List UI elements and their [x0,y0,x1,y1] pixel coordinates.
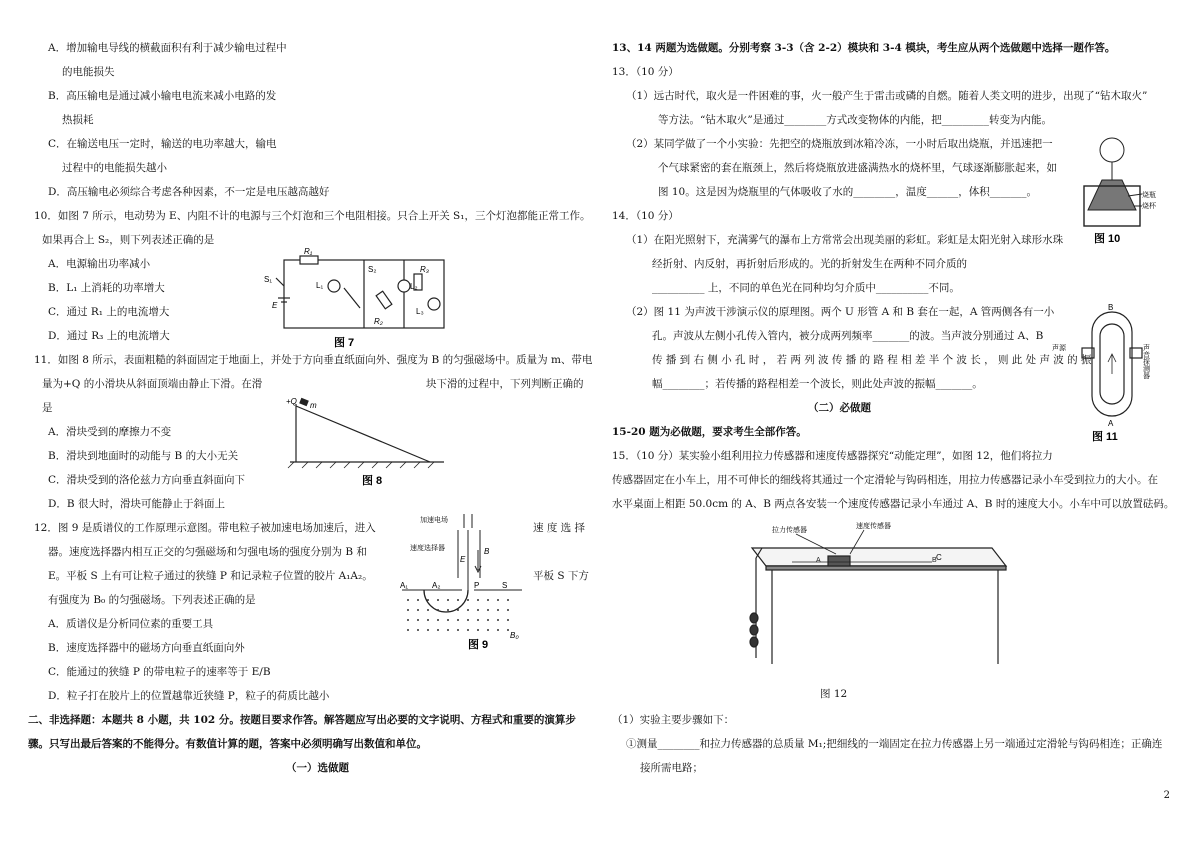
required-note: 15-20 题为必做题，要求考生全部作答。 [612,426,807,438]
q10-option-c: C．通过 R₁ 上的电流增大 [48,306,170,318]
q9-option-a: A．增加输电导线的横截面积有利于减少输电过程中 [48,42,287,54]
fig7-label-r1: R₁ [304,247,313,256]
q12-stem: 12．图 9 是质谱仪的工作原理示意图。带电粒子被加速电场加速后，进入 [34,522,376,534]
fig12-label-c: C [936,553,942,562]
figure-9-mass-spectrometer [398,510,528,650]
fig11-label-detector: 声音探测器 [1142,344,1150,379]
fig9-label-a2: A₂ [432,581,441,590]
q15-step-1: ①测量________和拉力传感器的总质量 M₁;把细线的一端固定在拉力传感器上另一端通过定滑轮与钩码相连；正确连 [626,738,1163,750]
q11-stem-part-b: 块下滑的过程中，下列判断正确的 [426,378,584,390]
fig7-label-r2: R₂ [374,317,383,326]
q12-option-a: A．质谱仪是分析同位素的重要工具 [48,618,214,630]
fig10-label-flask: 烧瓶 [1142,192,1156,199]
fig8-label-mass: m [310,401,317,410]
fig7-label-l2: L₂ [410,282,418,291]
fig8-label-charge: +Q [286,397,297,406]
q14-part2: （2）图 11 为声波干涉演示仪的原理图。两个 U 形管 A 和 B 套在一起，A 管两侧各有一小 [626,306,1055,318]
q12-stem-line4: 有强度为 B₀ 的匀强磁场。下列表述正确的是 [48,594,256,606]
q9-option-c: C．在输送电压一定时，输送的电功率越大，输电 [48,138,277,150]
q14-part1-end: __________ 上，不同的单色光在同种均匀介质中__________不同。 [652,282,960,294]
figure-8-incline [284,396,454,491]
fig10-caption: 图 10 [1094,233,1121,245]
q12-option-c: C．能通过的狭缝 P 的带电粒子的速率等于 E/B [48,666,271,678]
fig8-caption: 图 8 [362,475,383,487]
q11-option-c: C．滑块受到的洛伦兹力方向垂直斜面向下 [48,474,246,486]
fig7-caption: 图 7 [334,337,355,349]
q14-part2-cont2: 传 播 到 右 侧 小 孔 时 ， 若 两 列 波 传 播 的 路 程 相 差 半 个 波 长 ， 则 此 处 声 波 的 振 [652,354,1092,366]
figure-10-flask-balloon [1082,136,1162,246]
q11-option-a: A．滑块受到的摩擦力不变 [48,426,172,438]
fig9-label-e: E [460,555,466,564]
q12-stem-line3: E。平板 S 上有可让粒子通过的狭缝 P 和记录粒子位置的胶片 A₁A₂。 [48,570,373,582]
q14-part1-cont: 经折射、内反射，再折射后形成的。光的折射发生在两种不同介质的 [652,258,967,270]
q11-stem-end: 是 [42,402,53,414]
fig7-label-e: E [272,301,278,310]
q14-part2-cont: 孔。声波从左侧小孔传入管内，被分成两列频率_______的波。当声波分别通过 A、B [652,330,1044,342]
subsection-elective: （一）选做题 [286,762,349,774]
section-2-instructions-cont: 骤。只写出最后答案的不能得分。有数值计算的题，答案中必须明确写出数值和单位。 [28,738,427,750]
fig7-label-s2: S₂ [368,265,377,274]
subsection-required: （二）必做题 [808,402,871,414]
q9-option-b: B．高压输电是通过减小输电电流来减小电路的发 [48,90,277,102]
q10-option-a: A．电源输出功率减小 [48,258,151,270]
q12-option-d: D．粒子打在胶片上的位置越靠近狭缝 P，粒子的荷质比越小 [48,690,330,702]
elective-note: 13、14 两题为选做题。分别考察 3-3（含 2-2）模块和 3-4 模块，考生应从两个选做题中选择一题作答。 [612,42,1116,54]
q13-part2-end: 图 10。这是因为烧瓶里的气体吸收了水的________，温度______，体积_______。 [658,186,1037,198]
fig11-label-source: 声源 [1052,345,1066,352]
figure-7-circuit [264,247,454,352]
q11-option-d: D．B 很大时，滑块可能静止于斜面上 [48,498,225,510]
q10-stem: 10．如图 7 所示，电动势为 E、内阻不计的电源与三个灯泡和三个电阻相接。只合上开关 S₁，三个灯泡都能正常工作。 [34,210,591,222]
q12-option-b: B．速度选择器中的磁场方向垂直纸面向外 [48,642,245,654]
q12-stem-line3-right: 平板 S 下方 [533,570,589,582]
q11-option-b: B．滑块到地面时的动能与 B 的大小无关 [48,450,239,462]
q15-step-heading: （1）实验主要步骤如下： [612,714,735,726]
q10-option-d: D．通过 R₃ 上的电流增大 [48,330,170,342]
q10-option-b: B．L₁ 上消耗的功率增大 [48,282,165,294]
q13-part1-cont: 等方法。“钻木取火”是通过________方式改变物体的内能，把_________转变为内能。 [658,114,1052,126]
svg-text:B: B [932,557,937,564]
fig9-label-a1: A₁ [400,581,409,590]
section-2-instructions: 二、非选择题：本题共 8 小题，共 102 分。按题目要求作答。解答题应写出必要的文字说明、方程式和重要的演算步 [28,714,576,726]
svg-text:A: A [816,557,821,564]
q12-stem-line2: 器。速度选择器内相互正交的匀强磁场和匀强电场的强度分别为 B 和 [48,546,367,558]
fig12-label-speed-sensor: 速度传感器 [856,523,891,530]
q11-stem-part-a: 量为+Q 的小滑块从斜面顶端由静止下滑。在滑 [42,378,263,390]
q13-part1: （1）远古时代，取火是一件困难的事，火一般产生于雷击或磷的自燃。随着人类文明的进步，出现了“钻木取火” [626,90,1148,102]
fig9-label-b: B [484,547,490,556]
fig9-label-selector: 速度选择器 [410,545,445,552]
q15-step-1-cont: 接所需电路； [640,762,703,774]
fig9-label-s: S [502,581,508,590]
q10-stem-cont: 如果再合上 S₂，则下列表述正确的是 [42,234,215,246]
fig9-caption: 图 9 [468,639,489,651]
fig9-label-accel: 加速电场 [420,517,448,524]
fig12-label-force-sensor: 拉力传感器 [772,527,807,534]
fig7-label-l3: L₃ [416,307,424,316]
fig10-label-beaker: 烧杯 [1142,203,1156,210]
fig9-label-b0: B₀ [510,631,519,640]
q9-option-b-cont: 热损耗 [62,114,94,126]
q14-header: 14．（10 分） [612,210,679,222]
fig7-label-s1: S₁ [264,275,273,284]
q15-stem: 15．（10 分）某实验小组利用拉力传感器和速度传感器探究“动能定理”，如图 12，他们将拉力 [612,450,1053,462]
q11-stem: 11．如图 8 所示，表面粗糙的斜面固定于地面上，并处于方向垂直纸面向外、强度为 B 的匀强磁场中。质量为 m、带电 [34,354,593,366]
q9-option-a-cont: 的电能损失 [62,66,115,78]
q15-stem-end: 水平桌面上相距 50.0cm 的 A、B 两点各安装一个速度传感器记录小车通过 A、B 时的速度大小。小车中可以放置砝码。 [612,498,1175,510]
fig7-label-l1: L₁ [316,281,324,290]
fig11-caption: 图 11 [1092,431,1118,443]
q9-option-c-cont: 过程中的电能损失越小 [62,162,167,174]
q13-part2: （2）某同学做了一个小实验：先把空的烧瓶放到冰箱冷冻，一小时后取出烧瓶，并迅速把一 [626,138,1053,150]
q13-header: 13．（10 分） [612,66,679,78]
fig11-label-b: B [1108,303,1114,312]
fig11-label-a: A [1108,419,1114,428]
fig12-caption: 图 12 [820,688,848,700]
q15-stem-cont: 传感器固定在小车上，用不可伸长的细线将其通过一个定滑轮与钩码相连，用拉力传感器记录小车受到拉力的大小。在 [612,474,1158,486]
q9-option-d: D．高压输电必须综合考虑各种因素，不一定是电压越高越好 [48,186,330,198]
page-number: 2 [1163,790,1170,801]
figure-11-sound-interference [1052,302,1164,442]
q14-part2-end: 幅________；若传播的路程相差一个波长，则此处声波的振幅_______。 [652,378,983,390]
figure-12-dynamics-setup [732,518,1012,698]
q14-part1: （1）在阳光照射下，充满雾气的瀑布上方常常会出现美丽的彩虹。彩虹是太阳光射入球形水珠 [626,234,1064,246]
fig7-label-r3: R₃ [420,265,429,274]
q12-stem-right: 速 度 选 择 [533,522,586,534]
fig9-label-p: P [474,581,480,590]
q13-part2-cont: 个气球紧密的套在瓶颈上，然后将烧瓶放进盛满热水的烧杯里，气球逐渐膨胀起来，如 [658,162,1057,174]
